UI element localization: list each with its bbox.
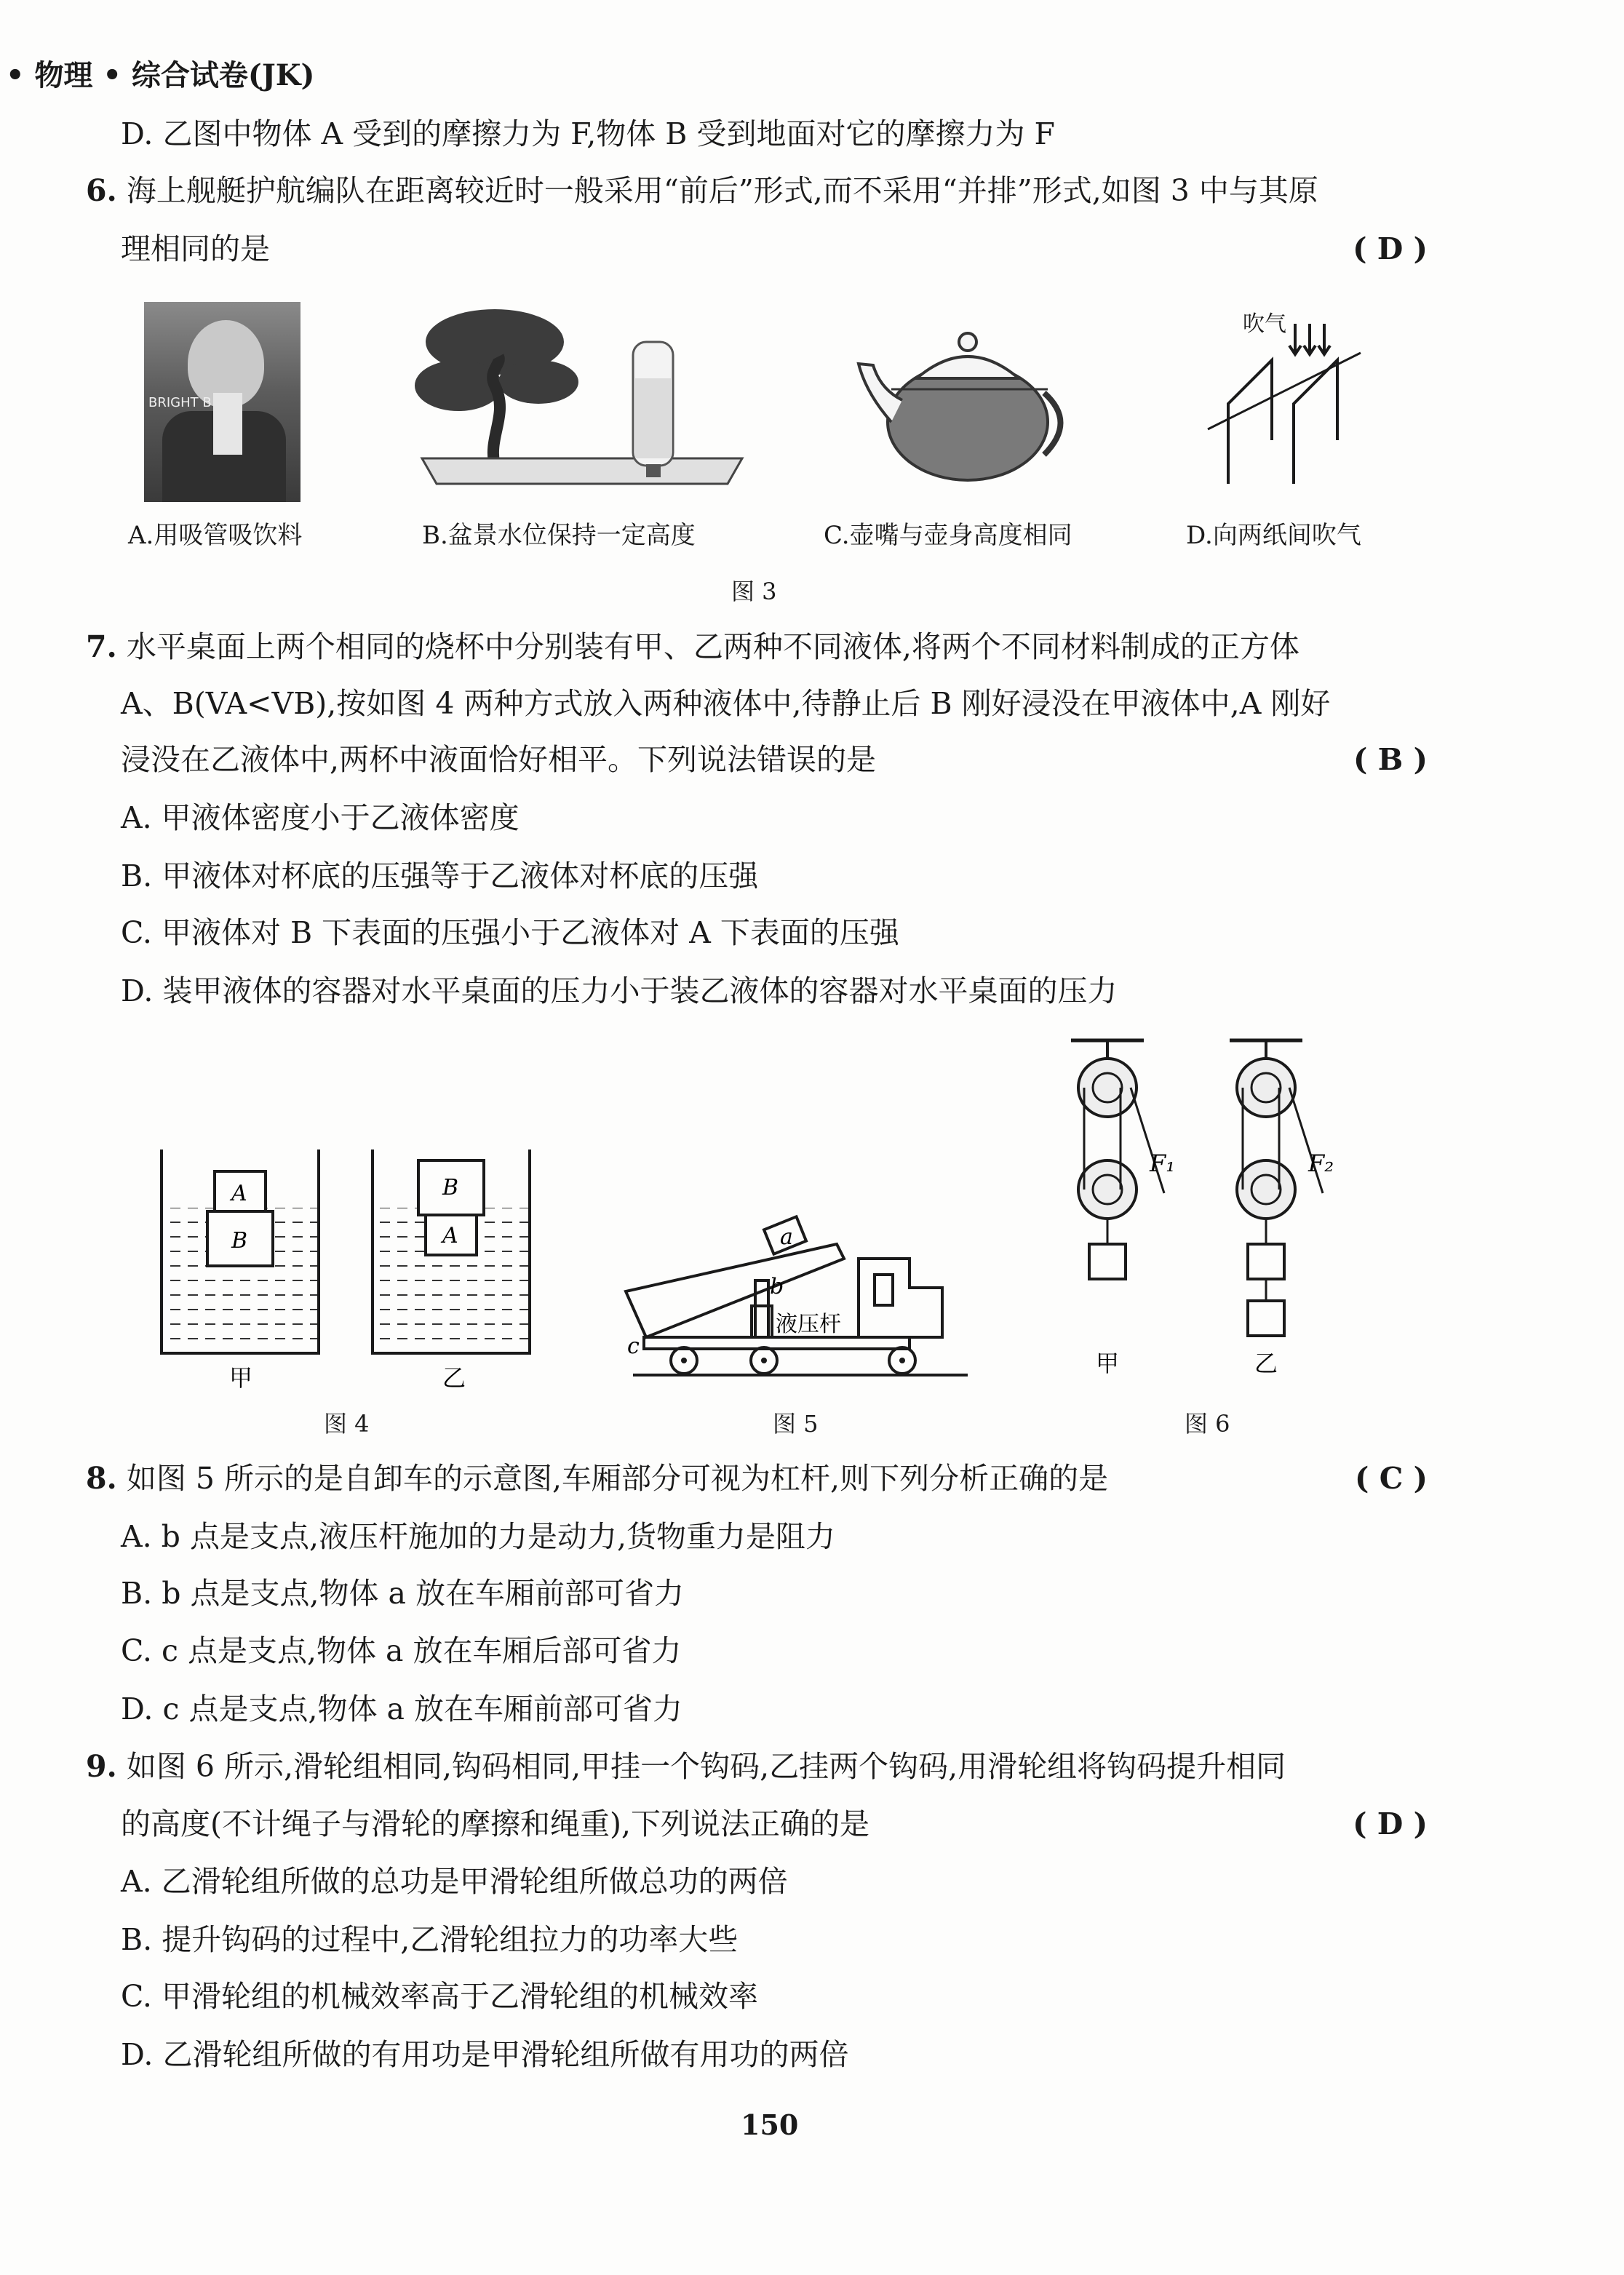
label-b-right: B: [442, 1175, 459, 1200]
label-a-left: A: [231, 1181, 247, 1206]
q8-answer: ( C ): [1355, 1461, 1428, 1496]
q7-number: 7.: [86, 629, 117, 664]
bottle-neck: [646, 464, 661, 477]
q8-option-a: A. b 点是支点,液压杆施加的力是动力,货物重力是阻力: [121, 1519, 836, 1554]
paper-left: [1228, 360, 1272, 484]
q7-option-b: B. 甲液体对杯底的压强等于乙液体对杯底的压强: [121, 858, 759, 893]
q9-option-b: B. 提升钩码的过程中,乙滑轮组拉力的功率大些: [121, 1922, 739, 1957]
bonsai-tray: [422, 458, 742, 484]
label-a: a: [780, 1224, 793, 1250]
photo-text: BRIGHT B: [148, 395, 212, 410]
q6-answer: ( D ): [1353, 231, 1428, 266]
movable-pulley-right: [1237, 1160, 1295, 1219]
paper-right: [1294, 360, 1337, 484]
fig6-pulleys: [1062, 1026, 1368, 1390]
fig4-beakers: [153, 1142, 546, 1390]
f2-arrow: [1289, 1088, 1323, 1193]
q9-line2: 的高度(不计绳子与滑轮的摩擦和绳重),下列说法正确的是: [121, 1806, 870, 1841]
q9-option-a: A. 乙滑轮组所做的总功是甲滑轮组所做总功的两倍: [121, 1864, 788, 1899]
weight-right-1: [1248, 1244, 1284, 1279]
label-jia-6: 甲: [1096, 1350, 1120, 1377]
fixed-pulley-left: [1078, 1059, 1137, 1117]
f1-arrow: [1131, 1088, 1164, 1193]
q6-number: 6.: [86, 173, 117, 208]
fig3-caption-a: A.用吸管吸饮料: [128, 521, 303, 550]
bonsai-figure: [415, 291, 749, 509]
teapot-body: [888, 364, 1048, 480]
q9-text-1: 如图 6 所示,滑轮组相同,钩码相同,甲挂一个钩码,乙挂两个钩码,用滑轮组将钩码提升相同: [126, 1749, 1286, 1784]
label-c: c: [627, 1334, 640, 1359]
q7-option-c: C. 甲液体对 B 下表面的压强小于乙液体对 A 下表面的压强: [121, 915, 899, 950]
q9-number: 9.: [86, 1749, 117, 1784]
paper-blow-figure: [1208, 309, 1368, 498]
label-yi-6: 乙: [1254, 1350, 1278, 1377]
q8-option-c: C. c 点是支点,物体 a 放在车厢后部可省力: [121, 1633, 682, 1668]
fig3-label: 图 3: [731, 578, 777, 605]
page-number: 150: [741, 2108, 799, 2141]
bonsai-foliage-3: [498, 360, 578, 404]
q9-answer: ( D ): [1353, 1806, 1428, 1841]
weight-right-2: [1248, 1301, 1284, 1336]
fig3-caption-d: D.向两纸间吹气: [1186, 521, 1361, 550]
label-b-left: B: [231, 1228, 248, 1254]
weight-left: [1089, 1244, 1126, 1279]
q7-answer: ( B ): [1353, 742, 1428, 777]
fig6-label: 图 6: [1185, 1410, 1230, 1438]
q5-option-d: D. 乙图中物体 A 受到的摩擦力为 F,物体 B 受到地面对它的摩擦力为 F: [121, 116, 1055, 151]
q9-line1: [86, 1749, 1286, 1784]
label-f1: F₁: [1150, 1150, 1176, 1177]
label-rod: 液压杆: [776, 1312, 841, 1337]
q8-option-b: B. b 点是支点,物体 a 放在车厢前部可省力: [121, 1576, 685, 1611]
fig5-label: 图 5: [773, 1410, 819, 1438]
label-f2: F₂: [1308, 1150, 1334, 1177]
label-jia: 甲: [229, 1364, 253, 1392]
q6-line1: [86, 173, 1318, 208]
teapot-knob: [959, 333, 976, 351]
arrow-1: [1289, 324, 1301, 354]
q8-line1: [86, 1461, 1108, 1496]
q6-text-1: 海上舰艇护航编队在距离较近时一般采用“前后”形式,而不采用“并排”形式,如图 3 中与其原: [126, 173, 1318, 208]
q8-text-1: 如图 5 所示的是自卸车的示意图,车厢部分可视为杠杆,则下列分析正确的是: [126, 1461, 1109, 1496]
arrow-2: [1304, 324, 1315, 354]
fig4-label: 图 4: [324, 1410, 370, 1438]
q8-option-d: D. c 点是支点,物体 a 放在车厢前部可省力: [121, 1692, 683, 1726]
q9-option-c: C. 甲滑轮组的机械效率高于乙滑轮组的机械效率: [121, 1979, 758, 2014]
q7-line1: [86, 629, 1299, 664]
q9-option-d: D. 乙滑轮组所做的有用功是甲滑轮组所做有用功的两倍: [121, 2037, 849, 2072]
q6-photo: [144, 302, 300, 502]
fig3-caption-b: B.盆景水位保持一定高度: [422, 521, 696, 550]
label-b: b: [770, 1274, 784, 1299]
bonsai-trunk: [493, 356, 500, 466]
label-yi: 乙: [442, 1364, 466, 1392]
movable-pulley-left: [1078, 1160, 1137, 1219]
q7-line2: A、B(VA<VB),按如图 4 两种方式放入两种液体中,待静止后 B 刚好浸没在甲液体中,A 刚好: [121, 686, 1331, 721]
fixed-pulley-right: [1237, 1059, 1295, 1117]
page-header: • 物理 • 综合试卷(JK): [6, 58, 315, 92]
blow-label: 吹气: [1243, 311, 1286, 337]
teapot-spout: [859, 364, 902, 422]
fig3-caption-c: C.壶嘴与壶身高度相同: [824, 521, 1072, 550]
cab-window: [875, 1275, 893, 1305]
q7-text-1: 水平桌面上两个相同的烧杯中分别装有甲、乙两种不同液体,将两个不同材料制成的正方体: [126, 629, 1299, 664]
teapot-lid: [917, 356, 1019, 378]
arrow-3: [1318, 324, 1330, 354]
q7-line3: 浸没在乙液体中,两杯中液面恰好相平。下列说法错误的是: [121, 742, 877, 777]
bottle-water: [635, 378, 671, 458]
label-a-right: A: [442, 1223, 458, 1248]
teapot-figure: [851, 320, 1077, 495]
q7-option-a: A. 甲液体密度小于乙液体密度: [121, 800, 520, 835]
q6-line2: 理相同的是: [121, 231, 270, 266]
q8-number: 8.: [86, 1461, 117, 1496]
q7-option-d: D. 装甲液体的容器对水平桌面的压力小于装乙液体的容器对水平桌面的压力: [121, 973, 1118, 1008]
cab: [859, 1259, 942, 1337]
fig5-truck: [618, 1208, 982, 1390]
